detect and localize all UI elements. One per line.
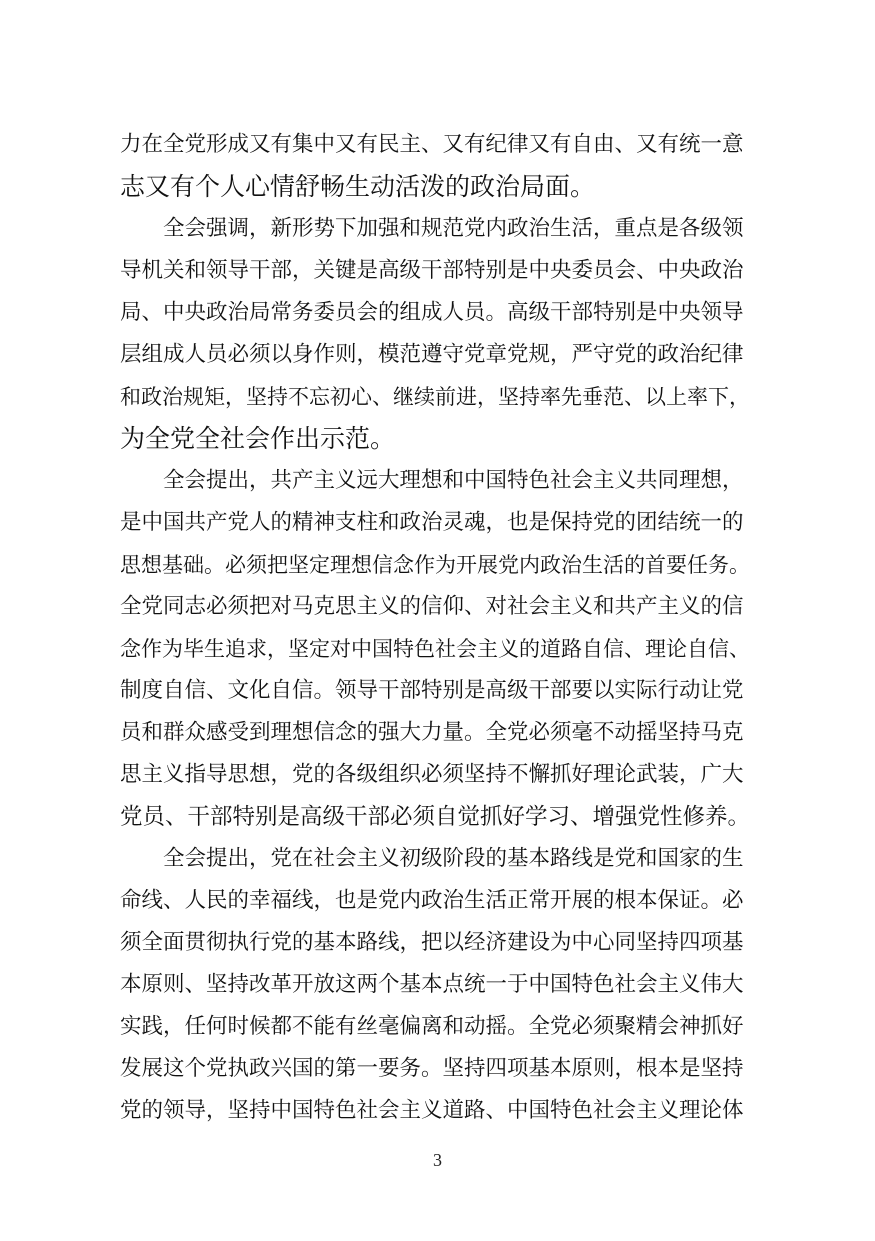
paragraph-4-line-3: 须全面贯彻执行党的基本路线，把以经济建设为中心同坚持四项基 bbox=[120, 930, 744, 955]
paragraph-2-line-4: 层组成人员必须以身作则，模范遵守党章党规，严守党的政治纪律 bbox=[120, 342, 744, 367]
paragraph-2-line-1: 全会强调，新形势下加强和规范党内政治生活，重点是各级领 bbox=[163, 216, 744, 241]
paragraph-2-line-2: 导机关和领导干部，关键是高级干部特别是中央委员会、中央政治 bbox=[120, 258, 744, 283]
paragraph-3-line-7: 员和群众感受到理想信念的强大力量。全党必须毫不动摇坚持马克 bbox=[120, 720, 744, 745]
paragraph-4-line-7: 党的领导，坚持中国特色社会主义道路、中国特色社会主义理论体 bbox=[120, 1098, 744, 1123]
paragraph-1-line-2: 志又有个人心情舒畅生动活泼的政治局面。 bbox=[120, 172, 596, 201]
paragraph-4-line-4: 本原则、坚持改革开放这两个基本点统一于中国特色社会主义伟大 bbox=[120, 972, 744, 997]
paragraph-3-line-8: 思主义指导思想，党的各级组织必须坚持不懈抓好理论武装，广大 bbox=[120, 762, 744, 787]
paragraph-2-line-6: 为全党全社会作出示范。 bbox=[120, 424, 396, 453]
paragraph-3-line-6: 制度自信、文化自信。领导干部特别是高级干部要以实际行动让党 bbox=[120, 678, 744, 703]
paragraph-2-line-3: 局、中央政治局常务委员会的组成人员。高级干部特别是中央领导 bbox=[120, 300, 744, 325]
paragraph-1-line-1: 力在全党形成又有集中又有民主、又有纪律又有自由、又有统一意 bbox=[120, 132, 744, 157]
paragraph-4-line-5: 实践，任何时候都不能有丝毫偏离和动摇。全党必须聚精会神抓好 bbox=[120, 1014, 744, 1039]
paragraph-4-line-6: 发展这个党执政兴国的第一要务。坚持四项基本原则，根本是坚持 bbox=[120, 1056, 744, 1081]
paragraph-4-line-1: 全会提出，党在社会主义初级阶段的基本路线是党和国家的生 bbox=[163, 846, 744, 871]
paragraph-3-line-1: 全会提出，共产主义远大理想和中国特色社会主义共同理想， bbox=[163, 468, 744, 493]
paragraph-4-line-2: 命线、人民的幸福线，也是党内政治生活正常开展的根本保证。必 bbox=[120, 888, 744, 913]
paragraph-3-line-5: 念作为毕生追求，坚定对中国特色社会主义的道路自信、理论自信、 bbox=[120, 637, 750, 661]
page-number: 3 bbox=[433, 1150, 442, 1170]
paragraph-3-line-4: 全党同志必须把对马克思主义的信仰、对社会主义和共产主义的信 bbox=[120, 594, 744, 619]
paragraph-2-line-5: 和政治规矩，坚持不忘初心、继续前进，坚持率先垂范、以上率下， bbox=[120, 385, 750, 409]
paragraph-3-line-3: 思想基础。必须把坚定理想信念作为开展党内政治生活的首要任务。 bbox=[120, 553, 750, 577]
paragraph-3-line-9: 党员、干部特别是高级干部必须自觉抓好学习、增强党性修养。 bbox=[120, 804, 751, 830]
paragraph-3-line-2: 是中国共产党人的精神支柱和政治灵魂，也是保持党的团结统一的 bbox=[120, 510, 744, 535]
